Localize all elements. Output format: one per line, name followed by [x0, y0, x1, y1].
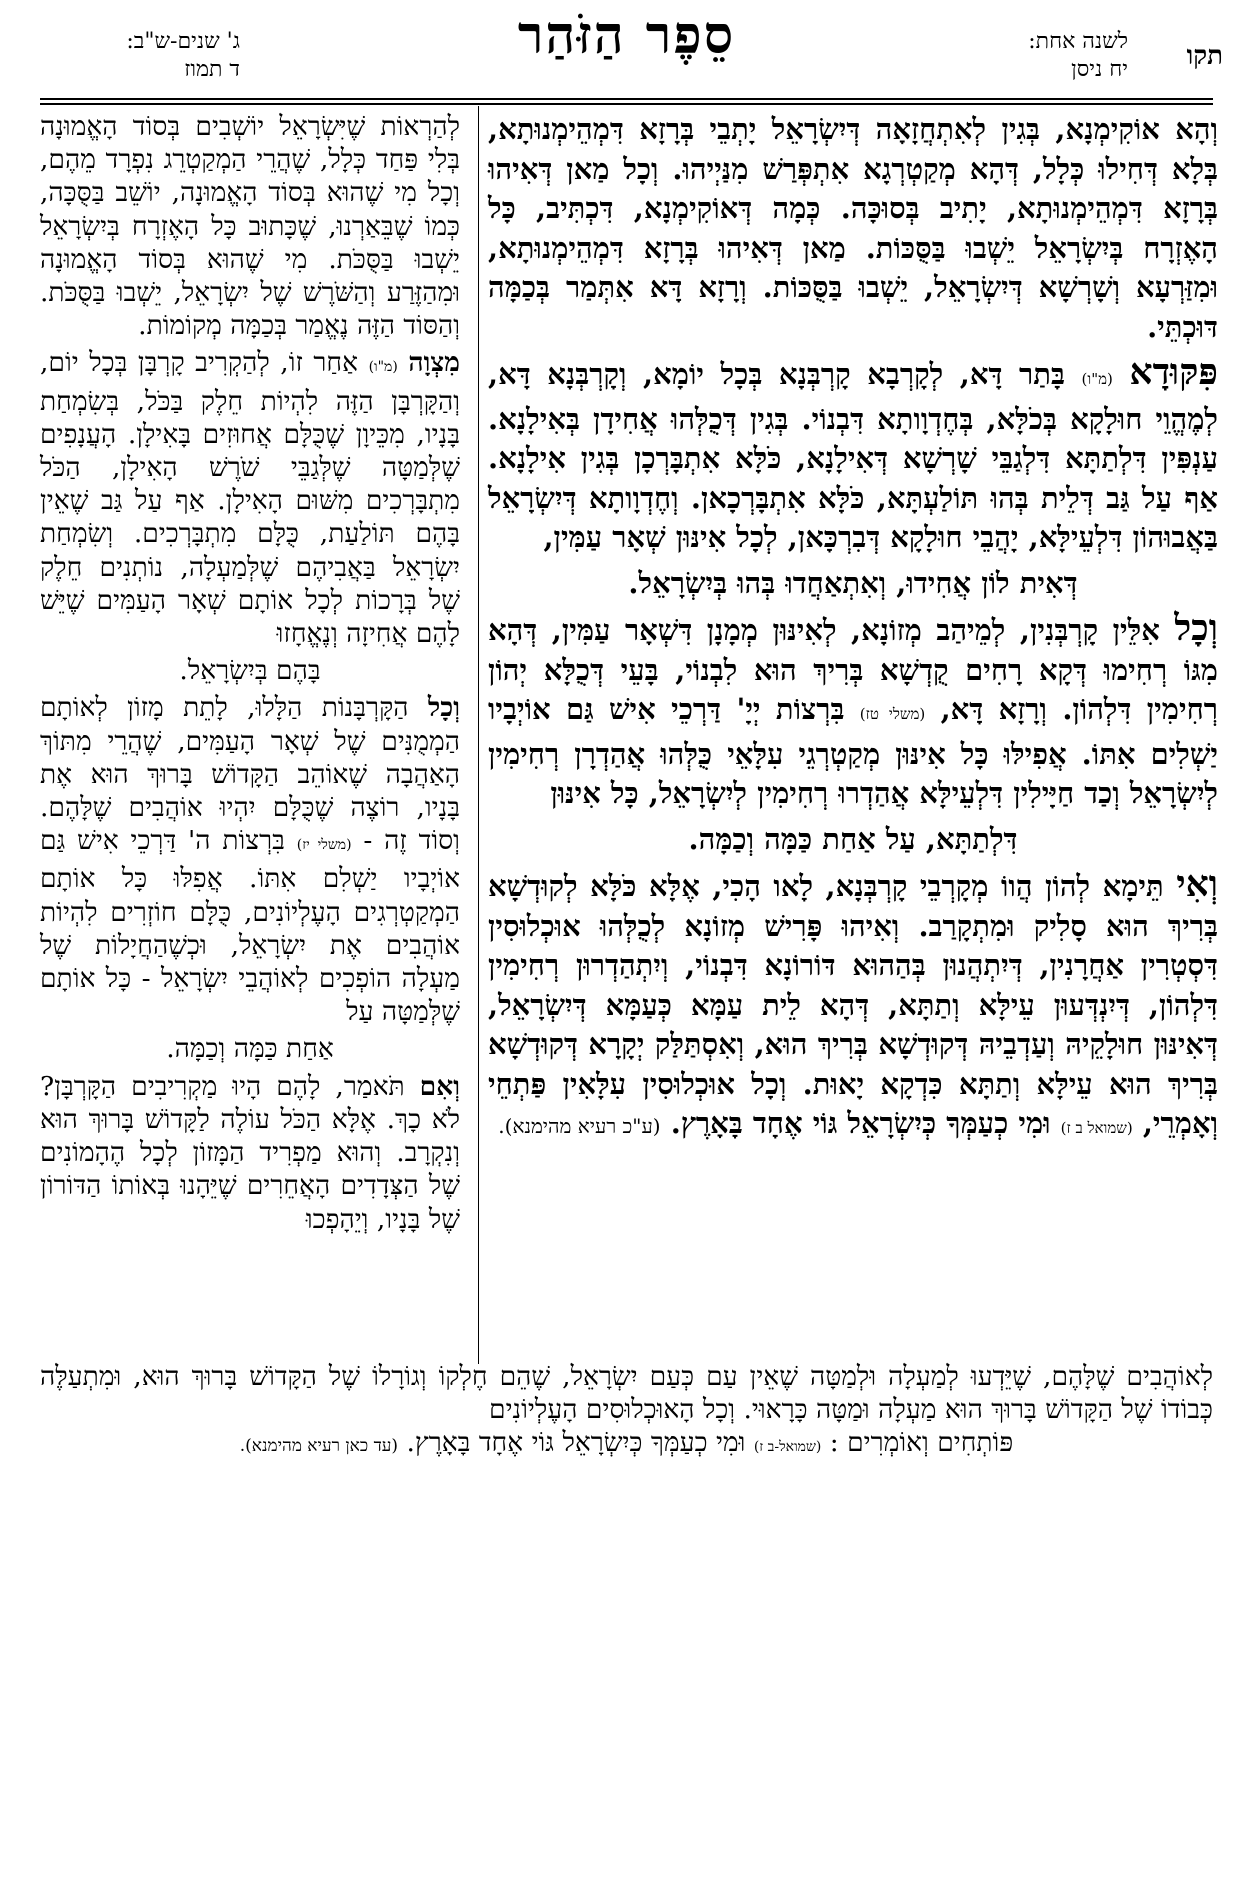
- main-paragraph-2-end: דְּאִית לוֹן אֲחִידוּ, וְאִתְאַחֲדוּ בְּהוּ בְּיִשְׂרָאֵל.: [628, 565, 1078, 600]
- side-paragraph-3-end: אַחַת כַּמָּה וְכַמָּה.: [166, 1033, 334, 1065]
- main-paragraph-1: [488, 110, 1218, 347]
- folio-number: תקו: [1186, 41, 1223, 71]
- book-title: סֵפֶר הַזֹּהַר: [517, 5, 736, 66]
- header-right-line2: יח ניסן: [1071, 57, 1128, 82]
- main-p4-text2: וּמִי כְעַמְּךָ כְּיִשְׂרָאֵל גּוֹי אֶחָד בָּאָרֶץ.: [670, 1106, 1051, 1140]
- bottom-line-final-a: פּוֹתְחִים וְאוֹמְרִים :: [829, 1427, 1014, 1458]
- side-paragraph-2-end: בָּהֶם בְּיִשְׂרָאֵל.: [179, 655, 321, 687]
- main-p2-citation: (מ"ו): [1081, 370, 1113, 388]
- bottom-line-final-b: וּמִי כְעַמְּךָ כְּיִשְׂרָאֵל גּוֹי אֶחָד בָּאָרֶץ.: [406, 1427, 746, 1458]
- bottom-line-final: [40, 1426, 1213, 1464]
- main-paragraph-3: [488, 609, 1218, 814]
- header-left-line1: ג' שנים-ש"ב:: [126, 29, 240, 54]
- side-paragraph-3: [40, 691, 460, 1028]
- aramaic-text-column: [488, 110, 1218, 1410]
- main-p2-text: בָּתַר דָּא, לְקָרְבָא קָרְבְּנָא בְּכָל יוֹמָא, וְקָרְבְּנָא דָּא, לְמֶהֱוֵי חוּלָקָא בְּכֹלָּא, בְּחֶדְוָותָא דִּבְנוֹי. בְּגִין דְּכֻלְּהוּ אֲחִידָן בְּאִילָנָא. עַנְפִּין דִּלְתַתָּא דִּלְגַבֵּי שָׁרְשָׁא דְּאִילָנָא, כֹּלָּא אִתְבָּרְכָן בְּגִין אִילָנָא. אַף עַל גַּב דְּלֵית בְּהוּ תּוֹלַעְתָּא, כֹּלָּא אִתְבָּרְכָאן. וְחֶדְוָותָא דְּיִשְׂרָאֵל בַּאֲבוּהוֹן דִּלְעֵילָּא, יָהֲבֵי חוּלָקָא דְּבִרְכָּאן, לְכָל אִינּוּן שְׁאָר עַמִּין,: [488, 357, 1218, 554]
- main-paragraph-4: [488, 865, 1218, 1149]
- side-p3-citation: (משלי יז): [296, 837, 352, 854]
- side-p2-citation: (מ"ו): [368, 359, 398, 376]
- column-divider: [478, 106, 479, 1364]
- side-paragraph-1: לְהַרְאוֹת שֶׁיִּשְׂרָאֵל יוֹשְׁבִים בְּסוֹד הָאֱמוּנָה בְּלִי פַּחַד כְּלָל, שֶׁהֲרֵי הַמְקַטְרֵג נִפְרָד מֵהֶם, וְכָל מִי שֶׁהוּא בְּסוֹד הָאֱמוּנָה, יוֹשֵׁב בַּסֻּכָּה, כְּמוֹ שֶׁבֵּאַרְנוּ, שֶׁכָּתוּב כָּל הָאֶזְרָח בְּיִשְׂרָאֵל יֵשְׁבוּ בַּסֻּכֹּת. מִי שֶׁהוּא בְּסוֹד הָאֱמוּנָה וּמִהַזֶּרַע וְהַשֹּׁרֶשׁ שֶׁל יִשְׂרָאֵל, יֵשְׁבוּ בַּסֻּכֹּת. וְהַסּוֹד הַזֶּה נֶאֱמַר בְּכַמָּה מְקוֹמוֹת.: [40, 111, 460, 342]
- bottom-endnote: (עד כאן רעיא מהימנא).: [239, 1436, 399, 1456]
- side-p4-text: תֹּאמַר, לָהֶם הָיוּ מַקְרִיבִים הַקָּרְבָּן? לֹא כָךְ. אֶלָּא הַכֹּל עוֹלֶה לַקָּדוֹשׁ בָּרוּךְ הוּא וְנִקְרָב. וְהוּא מַפְרִיד הַמָּזוֹן לְכָל הֶהָמוֹנִים שֶׁל הַצְּדָדִים הָאֲחֵרִים שֶׁיֵּהָנוּ בְּאוֹתוֹ הַדּוֹרוֹן שֶׁל בָּנָיו, וְיֵהָפְכוּ: [40, 1070, 460, 1235]
- header-rule-top: [40, 98, 1213, 100]
- side-p3-text: הַקָּרְבָּנוֹת הַלָּלוּ, לָתֵת מָזוֹן לְאוֹתָם הַמְמֻנִּים שֶׁל שְׁאָר הָעַמִּים, שֶׁהֲרֵי מִתּוֹךְ הָאַהֲבָה שֶׁאוֹהֵב הַקָּדוֹשׁ בָּרוּךְ הוּא אֶת בָּנָיו, רוֹצֶה שֶׁכֻּלָּם יִהְיוּ אוֹהֲבִים שֶׁלָּהֶם. וְסוֹד זֶה -: [40, 692, 460, 857]
- main-p1-end: דְּיִשְׂרָאֵל, יֵשְׁבוּ בַּסֻּכּוֹת. וְרָזָא דָּא אִתְּמַר בְּכַמָּה דּוּכְתֵּי.: [488, 270, 1218, 344]
- side-paragraph-2: [40, 346, 460, 650]
- translation-continuation: [40, 1360, 1213, 1464]
- main-p3-citation: (משלי טז): [859, 705, 926, 723]
- main-p3-text2: בִּרְצוֹת יְיָ' דַּרְכֵי אִישׁ גַּם אוֹיְבָיו יַשְׁלִים אִתּוֹ. אֲפִילּוּ כָּל אִינּוּן מְקַטְרְגֵי עִלָּאֵי כֻּלְּהוּ אֲהַדְרָן רְחִימִין לְיִשְׂרָאֵל וְכַד חַיָּילִין דִּלְעֵילָּא אֲהַדְרוּ רְחִימִין לְיִשְׂרָאֵל, כָּל אִינּוּן: [488, 692, 1218, 810]
- side-p3-lead-word: וְכָל: [427, 692, 460, 724]
- bottom-citation: (שמואל-ב ז): [753, 1439, 822, 1455]
- main-p1-text: וְהָא אוֹקִימְנָא, בְּגִין לְאִתְחֲזָאָה דְּיִשְׂרָאֵל יָתְבֵי בְּרָזָא דִּמְהֵימְנוּתָא, בְּלָא דְּחִילוּ כְּלָל, דְּהָא מְקַטְרְגָא אִתְפְּרַשׁ מִנַּיְיהוּ. וְכָל מַאן דְּאִיהוּ בְּרָזָא דִּמְהֵימְנוּתָא, יָתִיב בְּסוּכָּה. כְּמָה דְּאוֹקִימְנָא, דִּכְתִּיב, כָּל הָאֶזְרָח בְּיִשְׂרָאֵל יֵשְׁבוּ בַּסֻּכּוֹת. מַאן דְּאִיהוּ בְּרָזָא דִּמְהֵימְנוּתָא, וּמִזַּרְעָא וְשָׁרְשָׁא: [488, 112, 1218, 304]
- header-left-line2: ד תמוז: [184, 57, 240, 82]
- header-rule-bottom: [40, 103, 1213, 105]
- main-paragraph-2: [488, 353, 1218, 558]
- bottom-line-1: לְאוֹהֲבִים שֶׁלָּהֶם, שֶׁיֵּדְעוּ לְמַעְלָה וּלְמַטָּה שֶׁאֵין עַם כְּעַם יִשְׂרָאֵל, שֶׁהֵם חֶלְקוֹ וְגוֹרָלוֹ שֶׁל הַקָּדוֹשׁ בָּרוּךְ הוּא, וּמִתְעַלֶּה כְּבוֹדוֹ שֶׁל הַקָּדוֹשׁ בָּרוּךְ הוּא מַעְלָה וּמַטָּה כָּרָאוּי. וְכָל הָאוּכְלוּסִים הָעֶלְיוֹנִים: [40, 1361, 1213, 1425]
- side-paragraph-4: [40, 1070, 460, 1236]
- main-p4-lead-word: וְאִי: [1176, 863, 1218, 905]
- side-p2-lead-word: מִצְוָה: [408, 347, 460, 379]
- main-p4-text: תֵּימָא לְהוֹן הֲווֹ מְקָרְבֵי קָרְבְּנָא, לָאו הָכִי, אֶלָּא כֹּלָּא לְקוּדְשָׁא בְּרִיךְ הוּא סָלִיק וּמִתְקָרַב. וְאִיהוּ פָּרִישׁ מְזוֹנָא לְכֻלְּהוּ אוּכְלוּסִין דִּסְטְרִין אַחֲרָנִין, דְּיִתְהֲנוּן בְּהַהוּא דּוֹרוֹנָא דִּבְנוֹי, וְיִתְהַדְרוּן רְחִימִין דִּלְהוֹן, דְּיִנְדְּעוּן עֵילָּא וְתַתָּא, דְּהָא לֵית עַמָּא כְּעַמָּא דְּיִשְׂרָאֵל, דְּאִינּוּן חוּלָקֵיהּ וְעַדְבֵיהּ דְּקוּדְשָׁא בְּרִיךְ הוּא, וְאִסְתַּלַּק יְקָרָא דְּקוּדְשָׁא בְּרִיךְ הוּא עֵילָּא וְתַתָּא כִּדְקָא יָאוּת. וְכָל אוּכְלוּסִין עִלָּאִין פַּתְחֵי וְאָמְרֵי,: [488, 869, 1218, 1140]
- header-reading-schedule-left: [40, 28, 240, 84]
- main-p2-lead-word: פִּקּוּדָא: [1129, 351, 1218, 393]
- main-p3-text: אִלֵּין קָרְבְּנִין, לְמֵיהַב מְזוֹנָא, לְאִינּוּן מְמָנָן דִּשְׁאָר עַמִּין, דְּהָא מִגּוֹ רְחִימוּ דְּקָא רָחִים קֻדְשָׁא בְּרִיךְ הוּא לִבְנוֹי, בָּעֵי דְּכֻלָּא יְהוֹן רְחִימִין דִּלְהוֹן. וְרָזָא דָּא,: [488, 613, 1218, 726]
- side-p4-lead-word: וְאִם: [419, 1070, 460, 1102]
- main-p4-citation: (שמואל ב ז): [1060, 1119, 1133, 1137]
- side-p2-text: אַחַר זוֹ, לְהַקְרִיב קָרְבָּן בְּכָל יוֹם, וְהַקָּרְבָּן הַזֶּה לִהְיוֹת חֵלֶק בַּכֹּל, בְּשִׂמְחַת בָּנָיו, מִכֵּיוָן שֶׁכֻּלָּם אֲחוּזִים בָּאִילָן. הָעֲנָפִים שֶׁלְּמַטָּה שֶׁלְּגַבֵּי שֹׁרֶשׁ הָאִילָן, הַכֹּל מִתְבָּרְכִים מִשּׁוּם הָאִילָן. אַף עַל גַּב שֶׁאֵין בָּהֶם תּוֹלַעַת, כֻּלָּם מִתְבָּרְכִים. וְשִׂמְחַת יִשְׂרָאֵל בַּאֲבִיהֶם שֶׁלְּמַעְלָה, נוֹתְנִים חֵלֶק שֶׁל בְּרָכוֹת לְכָל אוֹתָם שְׁאָר הָעַמִּים שֶׁיֵּשׁ לָהֶם אֲחִיזָה וְנֶאֱחָזוּ: [40, 347, 460, 650]
- main-paragraph-3-end: דִּלְתַתָּא, עַל אַחַת כַּמָּה וְכַמָּה.: [688, 821, 1018, 856]
- header-right-line1: לשנה אחת:: [1028, 29, 1128, 54]
- translation-column: [40, 110, 460, 1365]
- side-p3-text2: בִּרְצוֹת ה' דַּרְכֵי אִישׁ גַּם אוֹיְבָיו יַשְׁלִם אִתּוֹ. אֲפִלּוּ כָּל אוֹתָם הַמְקַטְרְגִים הָעֶלְיוֹנִים, כֻּלָּם חוֹזְרִים לִהְיוֹת אוֹהֲבִים אֶת יִשְׂרָאֵל, וּכְשֶׁהַחֲיָלוֹת שֶׁל מַעְלָה הוֹפְכִים לְאוֹהֲבֵי יִשְׂרָאֵל - כָּל אוֹתָם שֶׁלְּמַטָּה עַל: [40, 825, 460, 1028]
- main-p3-lead-word: וְכָל: [1174, 607, 1218, 649]
- main-p4-endnote: (ע"כ רעיא מהימנא).: [498, 1114, 661, 1138]
